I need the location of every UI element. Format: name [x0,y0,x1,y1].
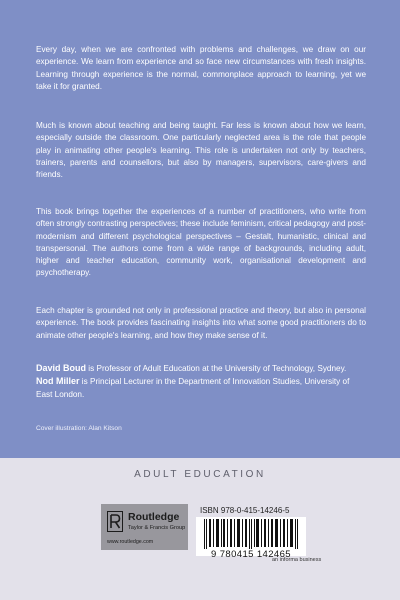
publisher-group: Taylor & Francis Group [128,525,186,531]
publisher-name: Routledge [128,511,180,523]
author-bio-2: is Principal Lecturer in the Department of Innovation Studies, University of East London. [36,377,350,399]
publisher-url: www.routledge.com [107,539,154,545]
routledge-r-logo-icon [107,511,123,532]
cover-illustration-credit: Cover illustration: Alan Kitson [36,425,122,432]
publisher-box [101,504,188,550]
blurb-paragraph-2: Much is known about teaching and being taught. Far less is known about how we learn, especially outside the classroom. One particularly neglected area is the role that people play in animating other people's learning. This role is undertaken not only by teachers, trainers, parents and counsellors, but also by managers, supervisors, care-givers and friends. [36,121,366,180]
barcode-bars [196,517,306,549]
author-name-1: David Boud [36,363,87,373]
isbn-label: ISBN 978-0-415-14246-5 [200,506,290,515]
barcode-digits: 9 780415 142465 [211,549,291,560]
blurb-paragraph-1: Every day, when we are confronted with problems and challenges, we draw on our experience. We learn from experience and so face new circumstances with fresh insights. Learning through experience is the normal, commonplace approach to learning, yet we take it for granted. [36,45,366,91]
author-bio-1: is Professor of Adult Education at the University of Technology, Sydney. [86,364,347,373]
series-label: ADULT EDUCATION [134,469,266,480]
blurb-paragraph-3: This book brings together the experiences of a number of practitioners, who write from often strongly contrasting perspectives; these include feminism, critical pedagogy and post-modernism and different psychological perspectives – Gestalt, humanistic, clinical and transpersonal. The authors come from a wide range of backgrounds, including adult, higher and teacher education, community work, organisational development and psychotherapy. [36,207,366,278]
author-name-2: Nod Miller [36,376,80,387]
isbn-barcode-block [196,505,306,565]
author-bios [36,362,366,401]
blurb-paragraph-4: Each chapter is grounded not only in professional practice and theory, but also in personal experience. The book provides fascinating insights into what some good practitioners do to animate other people's learning, and how they make sense of it. [36,306,366,340]
informa-imprint: an informa business [272,557,322,563]
